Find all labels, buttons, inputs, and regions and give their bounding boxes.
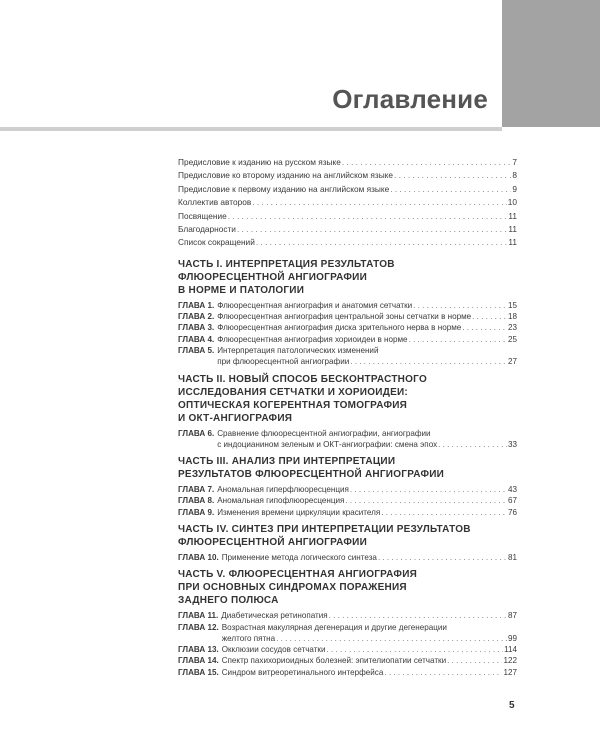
chapter-page: 27 <box>507 357 517 367</box>
part-heading[interactable] <box>178 373 517 425</box>
chapter-entry[interactable] <box>178 610 517 621</box>
chapter-title: Диабетическая ретинопатия <box>221 611 328 621</box>
toc-entry-label: Предисловие к изданию на русском языке <box>178 157 341 167</box>
chapter-title: Флюоресцентная ангиография диска зрительного нерва в норме <box>217 323 462 333</box>
chapter-page: 127 <box>503 667 517 677</box>
chapter-number: ГЛАВА 3. <box>178 323 215 333</box>
chapter-entry[interactable] <box>178 495 517 506</box>
chapter-entry[interactable] <box>178 552 517 563</box>
toc-entry-page: 10 <box>507 197 517 208</box>
chapter-entry[interactable] <box>178 644 517 655</box>
dot-leader <box>438 439 507 450</box>
title-rule <box>0 127 502 131</box>
chapter-number: ГЛАВА 4. <box>178 334 215 344</box>
dot-leader <box>390 183 511 196</box>
toc-entry-label: Предисловие ко второму изданию на английском языке <box>178 170 394 181</box>
chapter-page: 67 <box>507 496 517 506</box>
chapter-title: Изменения времени циркуляции красителя <box>217 507 381 517</box>
dot-leader <box>228 210 508 223</box>
toc-entry-label: Коллектив авторов <box>178 197 252 208</box>
chapter-entry[interactable] <box>178 311 517 322</box>
part-heading-line: В НОРМЕ И ПАТОЛОГИИ <box>178 284 305 296</box>
chapter-number: ГЛАВА 1. <box>178 300 215 310</box>
dot-leader <box>472 311 507 322</box>
chapter-number: ГЛАВА 14. <box>178 656 219 666</box>
front-matter-list <box>178 156 517 250</box>
dot-leader <box>413 300 507 311</box>
part-heading-line: ЧАСТЬ III. АНАЛИЗ ПРИ ИНТЕРПРЕТАЦИИ <box>178 456 396 468</box>
dot-leader <box>462 322 507 333</box>
chapter-number: ГЛАВА 5. <box>178 345 215 355</box>
toc-entry-label: Предисловие к первому изданию на английском языке <box>178 183 390 194</box>
part-heading[interactable] <box>178 455 517 481</box>
toc-entry[interactable] <box>178 236 517 249</box>
dot-leader <box>381 507 507 518</box>
toc-entry-page: 9 <box>512 183 517 194</box>
toc-entry-page: 7 <box>512 157 517 167</box>
chapter-title: с индоцианином зеленым и ОКТ-ангиографии: смена эпох <box>217 439 438 449</box>
toc-entry[interactable] <box>178 183 517 196</box>
chapter-page: 122 <box>503 656 517 666</box>
chapter-entry[interactable] <box>178 667 517 678</box>
toc-entry[interactable] <box>178 169 517 182</box>
toc-entry-page: 11 <box>508 237 517 248</box>
toc-entry[interactable] <box>178 223 517 236</box>
chapter-page: 76 <box>507 507 517 517</box>
chapter-page: 33 <box>507 439 517 449</box>
chapter-title: желтого пятна <box>221 633 276 643</box>
part-heading-line: ЗАДНЕГО ПОЛЮСА <box>178 595 279 607</box>
chapter-number: ГЛАВА 8. <box>178 496 215 506</box>
part-heading-line: ЧАСТЬ V. ФЛЮОРЕСЦЕНТНАЯ АНГИОГРАФИЯ <box>178 569 418 581</box>
chapter-entry[interactable] <box>178 484 517 495</box>
dot-leader <box>409 334 507 345</box>
dot-leader <box>345 495 507 506</box>
part-heading-line: РЕЗУЛЬТАТОВ ФЛЮОРЕСЦЕНТНОЙ АНГИОГРАФИИ <box>178 469 445 481</box>
toc-entry-page: 11 <box>508 210 517 221</box>
dot-leader <box>329 610 507 621</box>
chapter-entry[interactable] <box>178 300 517 311</box>
dot-leader <box>350 356 507 367</box>
chapter-title: Аномальная гиперфлюоресценция <box>217 485 349 495</box>
chapter-title: Сравнение флюоресцентной ангиографии, ангиографии <box>217 428 431 438</box>
chapter-title: Флюоресцентная ангиография и анатомия сетчатки <box>217 300 413 310</box>
toc-entry[interactable] <box>178 210 517 223</box>
parts-list <box>178 258 517 678</box>
chapter-number: ГЛАВА 9. <box>178 507 215 517</box>
part-heading-line: ФЛЮОРЕСЦЕНТНОЙ АНГИОГРАФИИ <box>178 271 368 283</box>
chapter-title: Синдром витреоретинального интерфейса <box>221 667 384 677</box>
chapter-entry[interactable] <box>178 655 517 666</box>
chapter-page: 99 <box>507 633 517 643</box>
part-heading-line: ПРИ ОСНОВНЫХ СИНДРОМАХ ПОРАЖЕНИЯ <box>178 582 407 594</box>
chapter-number: ГЛАВА 13. <box>178 645 219 655</box>
dot-leader <box>256 236 508 249</box>
part-heading-line: ЧАСТЬ I. ИНТЕРПРЕТАЦИЯ РЕЗУЛЬТАТОВ <box>178 258 395 270</box>
toc-entry-label: Список сокращений <box>178 237 255 248</box>
chapter-title: Интерпретация патологических изменений <box>217 345 379 355</box>
toc-entry[interactable] <box>178 196 517 209</box>
chapter-number: ГЛАВА 6. <box>178 428 215 438</box>
chapter-number: ГЛАВА 15. <box>178 667 219 677</box>
dot-leader <box>237 223 507 236</box>
chapter-page: 43 <box>507 485 517 495</box>
chapter-title: Спектр пахихориоидных болезней: эпителиопатии сетчатки <box>221 656 447 666</box>
chapter-page: 81 <box>507 553 517 562</box>
chapter-title: Флюоресцентная ангиография хориоидеи в норме <box>217 334 408 344</box>
part-heading[interactable] <box>178 258 517 297</box>
chapter-entry[interactable] <box>178 507 517 518</box>
toc-entry[interactable] <box>178 156 517 169</box>
chapter-entry[interactable] <box>178 345 517 368</box>
dot-leader <box>378 552 507 563</box>
dot-leader <box>276 633 507 644</box>
part-heading-line: ФЛЮОРЕСЦЕНТНОЙ АНГИОГРАФИИ <box>178 537 368 548</box>
chapter-page: 87 <box>507 611 517 621</box>
toc-entry-page: 8 <box>512 170 517 181</box>
chapter-page: 25 <box>507 334 517 344</box>
chapter-entry[interactable] <box>178 322 517 333</box>
chapter-entry[interactable] <box>178 334 517 345</box>
table-of-contents <box>178 156 517 678</box>
chapter-title: Возрастная макулярная дегенерация и другие дегенерации <box>221 622 447 632</box>
part-heading[interactable] <box>178 568 517 607</box>
page-title: Оглавление <box>332 84 488 114</box>
chapter-number: ГЛАВА 10. <box>178 553 219 562</box>
dot-leader <box>342 156 512 169</box>
chapter-page: 18 <box>507 312 517 322</box>
chapter-title: при флюоресцентной ангиографии <box>217 357 350 367</box>
chapter-number: ГЛАВА 11. <box>178 611 219 621</box>
dot-leader <box>327 644 504 655</box>
dot-leader <box>350 484 507 495</box>
toc-entry-page: 11 <box>508 223 517 234</box>
chapter-title: Флюоресцентная ангиография центральной зоны сетчатки в норме <box>217 312 472 322</box>
chapter-title: Аномальная гипофлюоресценция <box>217 496 345 506</box>
chapter-number: ГЛАВА 2. <box>178 312 215 322</box>
chapter-title: Окклюзии сосудов сетчатки <box>221 645 326 655</box>
chapter-entry[interactable] <box>178 428 517 451</box>
corner-gray-block <box>502 0 600 127</box>
chapter-page: 114 <box>504 645 517 655</box>
dot-leader <box>447 655 502 666</box>
toc-entry-label: Благодарности <box>178 223 236 234</box>
chapter-title: Применение метода логического синтеза <box>221 553 377 562</box>
chapter-entry[interactable] <box>178 622 517 645</box>
chapter-page: 23 <box>507 323 517 333</box>
dot-leader <box>384 667 502 678</box>
part-heading-line: ЧАСТЬ IV. СИНТЕЗ ПРИ ИНТЕРПРЕТАЦИИ РЕЗУЛЬТАТОВ <box>178 524 471 535</box>
chapter-number: ГЛАВА 12. <box>178 622 219 632</box>
part-heading-line: И ОКТ-АНГИОГРАФИЯ <box>178 412 293 424</box>
toc-entry-label: Посвящение <box>178 210 227 221</box>
part-heading-line: ОПТИЧЕСКАЯ КОГЕРЕНТНАЯ ТОМОГРАФИЯ <box>178 399 408 411</box>
page-number: 5 <box>509 700 515 711</box>
chapter-page: 15 <box>507 300 517 310</box>
part-heading[interactable] <box>178 523 517 549</box>
dot-leader <box>394 169 511 182</box>
chapter-number: ГЛАВА 7. <box>178 485 215 495</box>
part-heading-line: ИССЛЕДОВАНИЯ СЕТЧАТКИ И ХОРИОИДЕИ: <box>178 386 409 398</box>
part-heading-line: ЧАСТЬ II. НОВЫЙ СПОСОБ БЕСКОНТРАСТНОГО <box>178 373 427 385</box>
dot-leader <box>252 196 507 209</box>
